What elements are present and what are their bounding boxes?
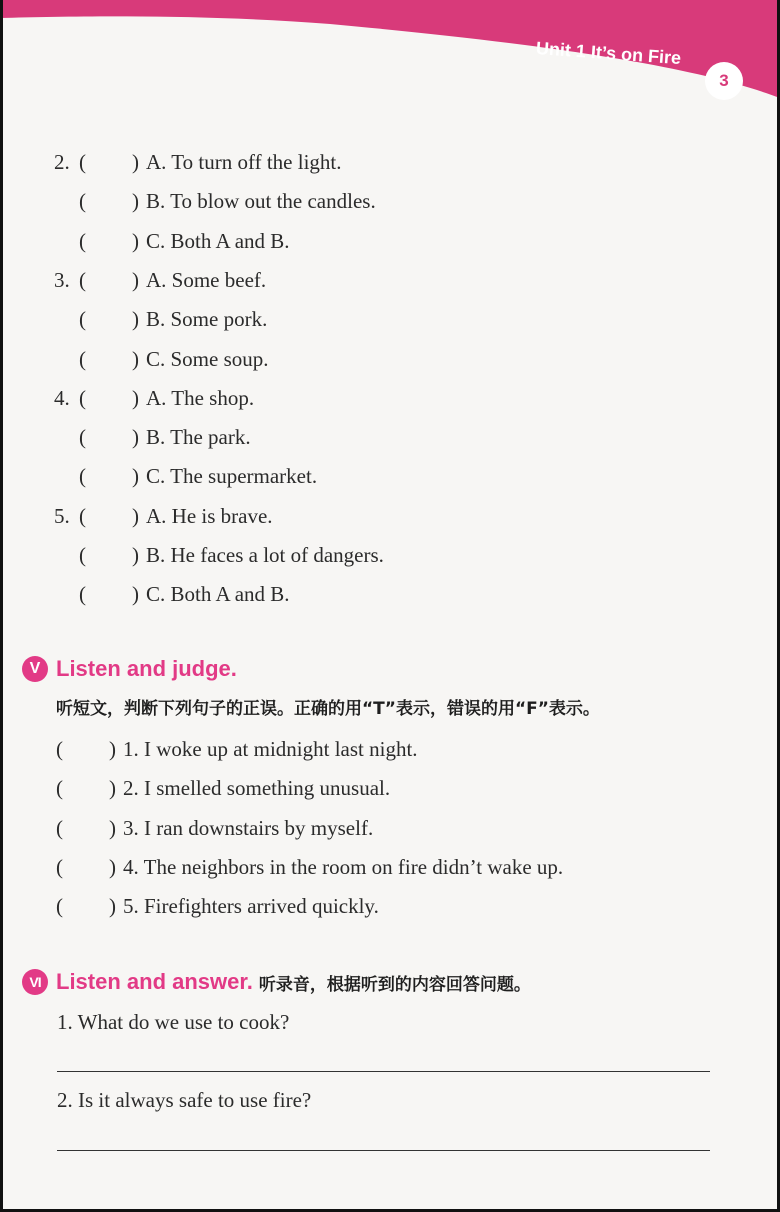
answer-blank-close: ): [132, 582, 139, 607]
option-text: B. Some pork.: [146, 307, 268, 332]
answer-blank-close: ): [132, 503, 139, 528]
answer-blank-open[interactable]: (: [79, 346, 86, 371]
question-number: 4.: [54, 385, 70, 410]
answer-question: 2. Is it always safe to use fire?: [57, 1088, 312, 1112]
answer-blank-close: ): [109, 854, 116, 879]
answer-question: 1. What do we use to cook?: [57, 1010, 290, 1034]
choice-row: [54, 581, 534, 607]
section-title: Listen and judge.: [56, 656, 237, 681]
option-text: C. Both A and B.: [146, 228, 290, 253]
answer-blank-open[interactable]: (: [79, 228, 86, 253]
answer-blank-open[interactable]: (: [79, 464, 86, 489]
answer-blank-close: ): [132, 346, 139, 371]
choice-row: [54, 542, 534, 568]
section-6-heading: [22, 969, 531, 995]
section-badge: VI: [22, 969, 48, 995]
choice-row: [54, 149, 534, 175]
choice-row: [54, 503, 534, 529]
answer-blank-open[interactable]: (: [79, 267, 86, 292]
answer-line[interactable]: [57, 1071, 710, 1072]
option-text: B. He faces a lot of dangers.: [146, 543, 384, 567]
answer-blank-close: ): [109, 737, 116, 761]
answer-blank-open[interactable]: (: [79, 425, 86, 450]
unit-title: Unit 1 It’s on Fire: [535, 38, 682, 69]
judge-row: [56, 854, 656, 880]
section-title: Listen and answer.: [56, 969, 253, 994]
answer-blank-open[interactable]: (: [56, 776, 63, 801]
statement-text: 1. I woke up at midnight last night.: [123, 737, 418, 761]
option-text: C. Some soup.: [146, 346, 269, 371]
option-text: C. The supermarket.: [146, 464, 318, 489]
answer-blank-close: ): [132, 464, 139, 489]
section-5-instruction: 听短文，判断下列句子的正误。正确的用“T”表示，错误的用“F”表示。: [56, 699, 600, 719]
page-number: 3: [705, 62, 743, 100]
section-6-instruction: 听录音，根据听到的内容回答问题。: [258, 974, 531, 995]
judge-row: [56, 893, 656, 919]
answer-blank-open[interactable]: (: [79, 503, 86, 528]
option-text: A. He is brave.: [146, 503, 273, 528]
answer-blank-close: ): [132, 228, 139, 253]
question-number: 5.: [54, 503, 70, 528]
answer-blank-open[interactable]: (: [79, 307, 86, 332]
answer-blank-close: ): [132, 307, 139, 332]
choice-row: [54, 346, 534, 372]
option-text: B. The park.: [146, 425, 251, 450]
choice-row: [54, 267, 534, 293]
section-badge: V: [22, 656, 48, 682]
answer-blank-close: ): [132, 385, 139, 410]
question-number: 2.: [54, 150, 70, 174]
question-number: 3.: [54, 267, 70, 292]
statement-text: 2. I smelled something unusual.: [123, 776, 391, 801]
choice-row: [54, 306, 534, 332]
answer-blank-close: ): [109, 776, 116, 801]
answer-blank-open[interactable]: (: [56, 854, 63, 879]
answer-blank-open[interactable]: (: [56, 737, 63, 761]
judge-row: [56, 775, 656, 801]
option-text: B. To blow out the candles.: [146, 189, 376, 214]
answer-blank-close: ): [132, 425, 139, 450]
answer-blank-open[interactable]: (: [79, 582, 86, 607]
answer-blank-open[interactable]: (: [56, 894, 63, 919]
section-5-heading: [22, 656, 237, 682]
answer-blank-close: ): [109, 894, 116, 919]
choice-row: [54, 424, 534, 450]
answer-blank-open[interactable]: (: [79, 385, 86, 410]
answer-line[interactable]: [57, 1150, 710, 1151]
option-text: C. Both A and B.: [146, 582, 290, 607]
answer-blank-open[interactable]: (: [56, 815, 63, 840]
answer-blank-open[interactable]: (: [79, 543, 86, 567]
answer-blank-close: ): [132, 150, 139, 174]
statement-text: 5. Firefighters arrived quickly.: [123, 894, 379, 919]
choice-row: [54, 385, 534, 411]
choice-row: [54, 463, 534, 489]
judge-row: [56, 815, 656, 841]
statement-text: 4. The neighbors in the room on fire didn’t wake up.: [123, 854, 564, 879]
option-text: A. To turn off the light.: [146, 150, 342, 174]
answer-blank-open[interactable]: (: [79, 189, 86, 214]
answer-blank-close: ): [132, 189, 139, 214]
answer-blank-close: ): [109, 815, 116, 840]
answer-blank-close: ): [132, 543, 139, 567]
choice-row: [54, 228, 534, 254]
judge-row: [56, 736, 656, 762]
option-text: A. The shop.: [146, 385, 255, 410]
choice-row: [54, 188, 534, 214]
option-text: A. Some beef.: [146, 267, 267, 292]
answer-blank-close: ): [132, 267, 139, 292]
statement-text: 3. I ran downstairs by myself.: [123, 815, 374, 840]
answer-blank-open[interactable]: (: [79, 150, 86, 174]
